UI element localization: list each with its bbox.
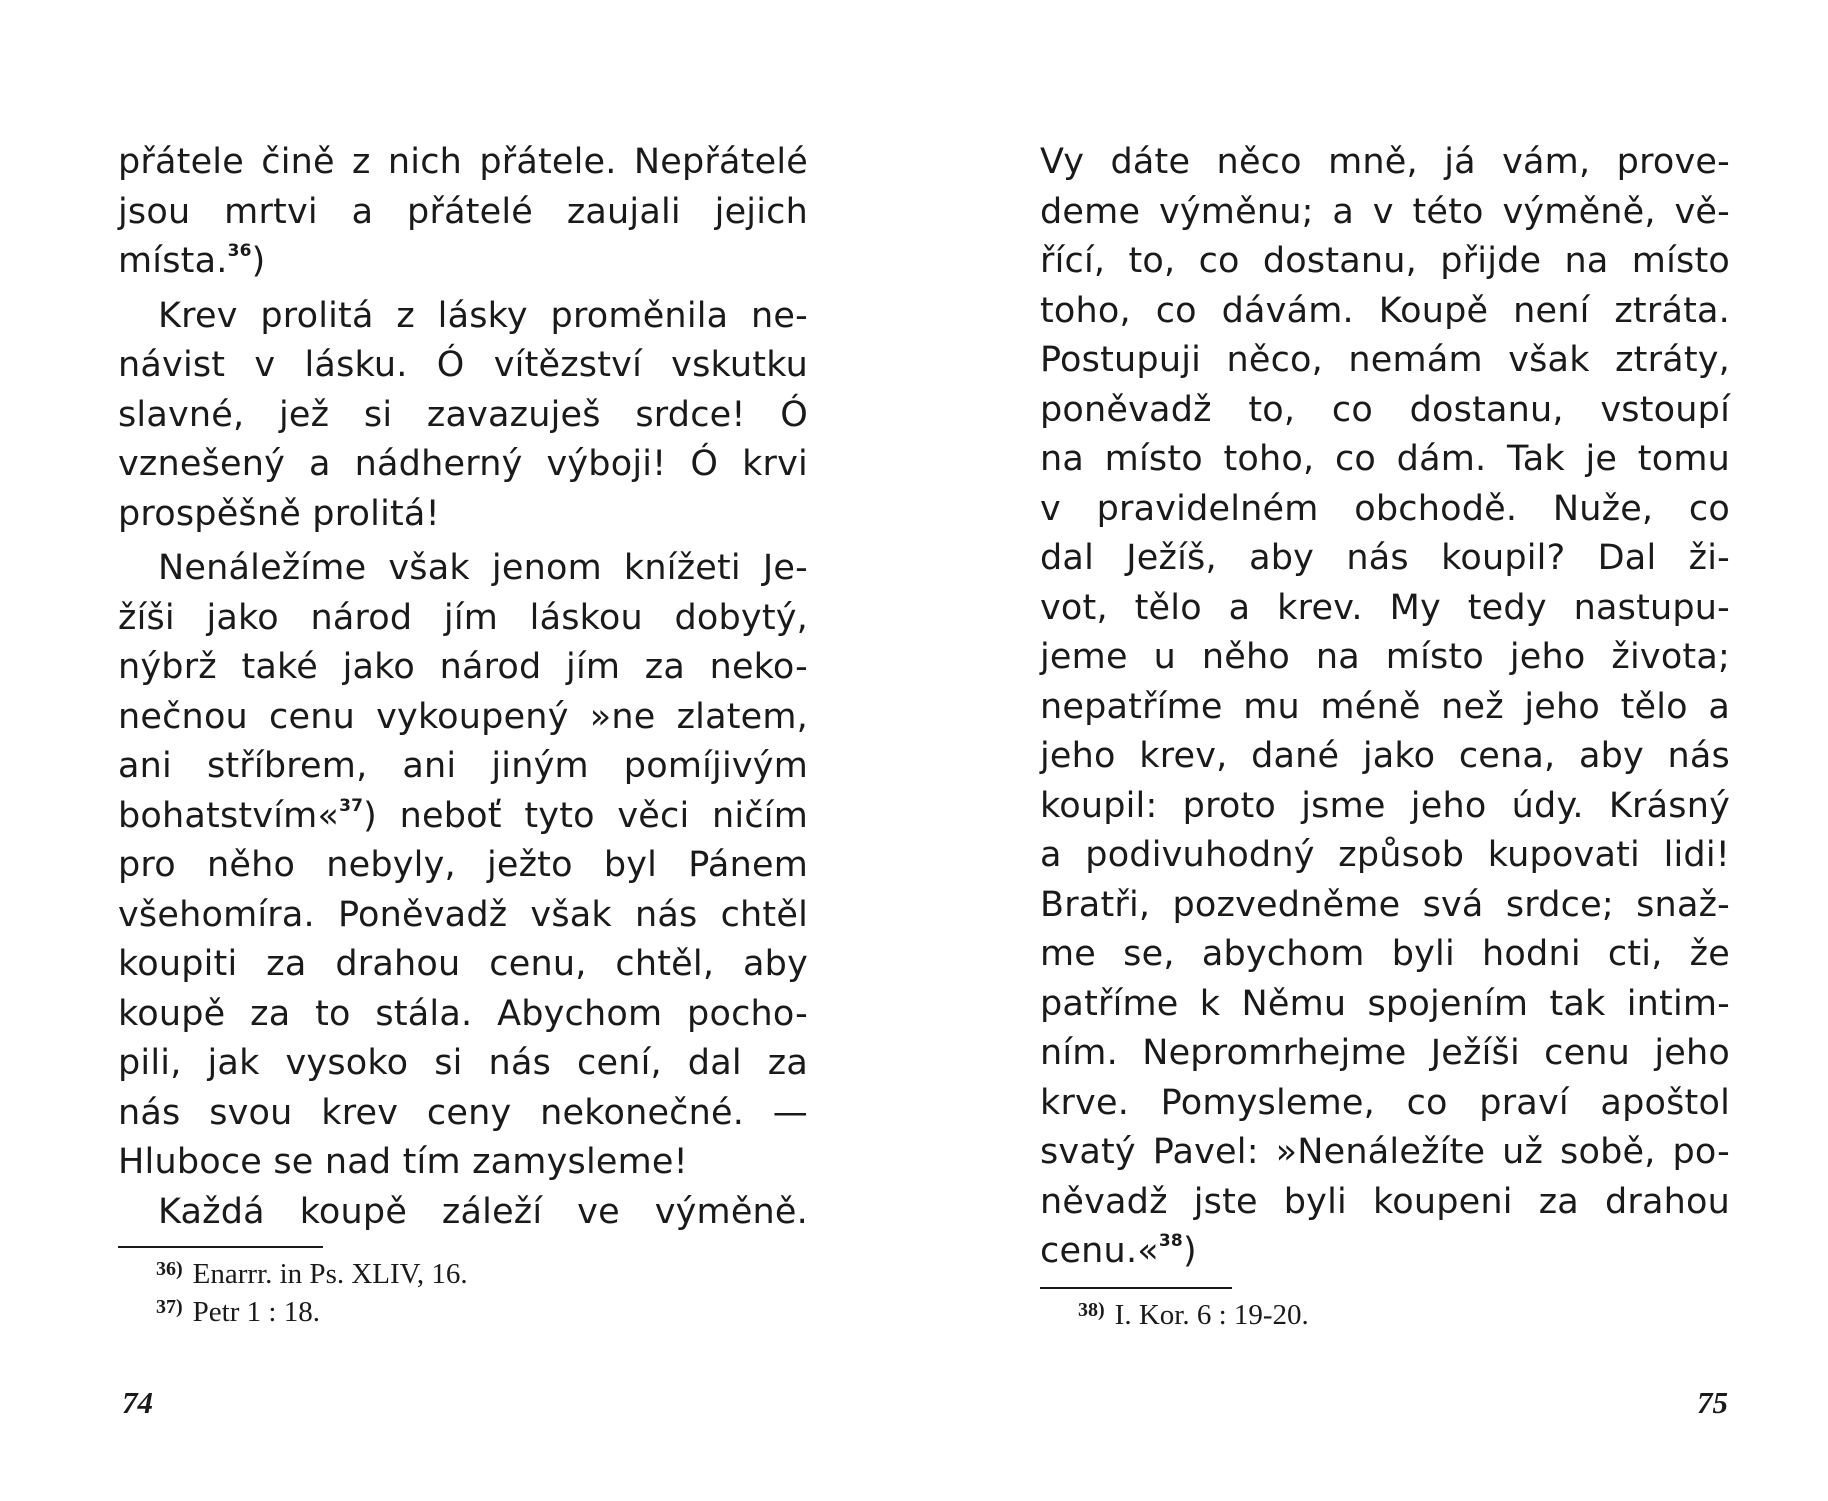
- footnote-divider: [118, 1246, 323, 1248]
- text-line: na místo toho, co dám. Tak je tomu: [1040, 439, 1730, 479]
- text-line: pro něho nebyly, ježto byl Pánem: [118, 845, 808, 885]
- text-line: přátele čině z nich přátele. Nepřátelé: [118, 142, 808, 182]
- text-line: řící, to, co dostanu, přijde na místo: [1040, 241, 1730, 281]
- text-line: svatý Pavel: »Nenáležíte už sobě, po-: [1040, 1132, 1730, 1172]
- right-page-body: [1040, 138, 1730, 1277]
- footnotes: [156, 1253, 468, 1329]
- text-line: krve. Pomysleme, co praví apoštol: [1040, 1082, 1730, 1123]
- text-line: Každá koupě záleží ve výměně.: [158, 1191, 808, 1232]
- text-fragment: ) neboť tyto věci ničím: [363, 795, 808, 836]
- footnote-ref-38: 38: [1158, 1231, 1183, 1251]
- footnote-number: 36): [156, 1258, 183, 1280]
- page-number: 75: [1697, 1385, 1728, 1420]
- text-fragment: místa.: [118, 241, 228, 281]
- text-line: deme výměnu; a v této výměně, vě-: [1040, 191, 1730, 232]
- text-line: me se, abychom byli hodni cti, že: [1040, 934, 1730, 974]
- text-line: koupiti za drahou cenu, chtěl, aby: [118, 944, 808, 984]
- text-line: Postupuji něco, nemám však ztráty,: [1040, 340, 1730, 380]
- text-line: nepatříme mu méně než jeho tělo a: [1040, 686, 1730, 727]
- page-number: 74: [122, 1385, 153, 1420]
- text-line: [118, 237, 808, 287]
- text-line: vznešený a nádherný výboji! Ó krvi: [118, 444, 808, 484]
- text-line: všehomíra. Poněvadž však nás chtěl: [118, 894, 808, 935]
- footnote-ref-37: 37: [339, 795, 364, 816]
- left-page: [118, 0, 808, 1501]
- text-line: koupě za to stála. Abychom pocho-: [118, 993, 808, 1034]
- right-page: [1040, 0, 1730, 1501]
- footnote-text: Enarrr. in Ps. XLIV, 16.: [192, 1258, 468, 1290]
- text-line: nečnou cenu vykoupený »ne zlatem,: [118, 696, 808, 737]
- footnote-number: 38): [1078, 1299, 1105, 1321]
- text-line: Krev prolitá z lásky proměnila ne-: [158, 295, 808, 336]
- text-fragment: bohatstvím«: [118, 795, 340, 836]
- text-line: koupil: proto jsme jeho údy. Krásný: [1040, 785, 1730, 826]
- text-line: toho, co dávám. Koupě není ztráta.: [1040, 290, 1730, 331]
- footnote-divider: [1040, 1287, 1232, 1289]
- text-line: [1040, 1227, 1730, 1277]
- text-line: vot, tělo a krev. My tedy nastupu-: [1040, 587, 1730, 628]
- footnotes: [1078, 1294, 1309, 1332]
- text-line: Nenáležíme však jenom knížeti Je-: [158, 548, 808, 588]
- text-line: ani stříbrem, ani jiným pomíjivým: [118, 746, 808, 786]
- text-line: patříme k Němu spojením tak intim-: [1040, 983, 1730, 1024]
- text-line: Bratři, pozvedněme svá srdce; snaž-: [1040, 884, 1730, 925]
- text-line: prospěšně prolitá!: [118, 493, 440, 534]
- text-line: Hluboce se nad tím zamysleme!: [118, 1142, 688, 1182]
- text-line: pili, jak vysoko si nás cení, dal za: [118, 1043, 808, 1083]
- footnote: [1078, 1294, 1309, 1332]
- text-line: Vy dáte něco mně, já vám, prove-: [1040, 142, 1730, 182]
- text-line: něvadž jste byli koupeni za drahou: [1040, 1181, 1730, 1222]
- footnote-text: Petr 1 : 18.: [192, 1296, 320, 1328]
- left-page-body: [118, 138, 808, 1237]
- text-line: a podivuhodný způsob kupovati lidi!: [1040, 835, 1730, 875]
- text-line: jeme u něho na místo jeho života;: [1040, 637, 1730, 677]
- text-line: [118, 792, 808, 842]
- footnote-text: I. Kor. 6 : 19-20.: [1114, 1299, 1309, 1331]
- text-line: v pravidelném obchodě. Nuže, co: [1040, 488, 1730, 529]
- footnote-number: 37): [156, 1296, 183, 1318]
- text-line: nýbrž také jako národ jím za neko-: [118, 647, 808, 687]
- footnote: [156, 1253, 468, 1291]
- text-line: dal Ježíš, aby nás koupil? Dal ži-: [1040, 538, 1730, 578]
- text-line: návist v lásku. Ó vítězství vskutku: [118, 345, 808, 385]
- text-line: jsou mrtvi a přátelé zaujali jejich: [118, 191, 808, 232]
- text-line: slavné, jež si zavazuješ srdce! Ó: [118, 394, 808, 435]
- text-line: jeho krev, dané jako cena, aby nás: [1040, 736, 1730, 776]
- text-line: nás svou krev ceny nekonečné. —: [118, 1092, 808, 1133]
- text-fragment: ): [1182, 1231, 1197, 1271]
- text-line: ním. Nepromrhejme Ježíši cenu jeho: [1040, 1033, 1730, 1073]
- text-line: poněvadž to, co dostanu, vstoupí: [1040, 389, 1730, 430]
- text-fragment: cenu.«: [1040, 1231, 1159, 1271]
- text-fragment: ): [251, 241, 266, 281]
- text-line: žíši jako národ jím láskou dobytý,: [118, 597, 808, 638]
- footnote: [156, 1291, 468, 1329]
- footnote-ref-36: 36: [227, 241, 252, 261]
